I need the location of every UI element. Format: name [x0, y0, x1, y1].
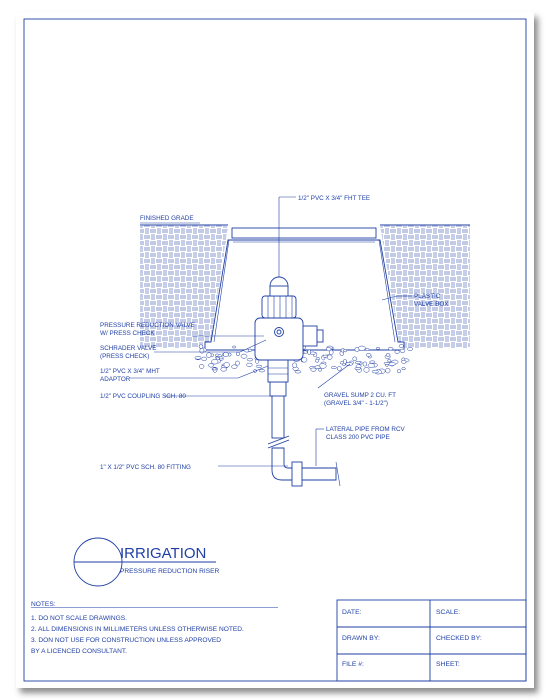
drawing-subtitle: PRESSURE REDUCTION RISER: [120, 568, 220, 575]
notes-section: [31, 601, 278, 655]
note-item: 1. DO NOT SCALE DRAWINGS.: [31, 615, 127, 622]
label-valve-box-1: PLASTIC: [414, 293, 441, 300]
tb-sheet: SHEET:: [436, 661, 460, 668]
label-pressure-valve-2: W/ PRESS CHECK: [100, 330, 155, 337]
label-lateral-1: LATERAL PIPE FROM RCV: [326, 426, 405, 433]
label-coupling: 1/2" PVC COUPLING SCH. 80: [100, 393, 186, 400]
note-item: BY A LICENCED CONSULTANT.: [31, 648, 127, 655]
title-block-table: [337, 600, 526, 681]
tb-date: DATE:: [342, 609, 362, 616]
label-adaptor-1: 1/2" PVC X 3/4" MHT: [100, 368, 160, 375]
label-pressure-valve-1: PRESSURE REDUCTION VALVE: [100, 322, 195, 329]
tb-file: FILE #:: [342, 661, 364, 668]
label-schrader-1: SCHRADER VALVE: [100, 345, 157, 352]
tb-drawn-by: DRAWN BY:: [342, 635, 380, 642]
drawing-title: IRRIGATION: [120, 545, 207, 562]
label-fitting: 1" X 1/2" PVC SCH. 80 FITTING: [100, 464, 191, 471]
label-finished-grade: FINISHED GRADE: [140, 215, 194, 222]
tb-checked-by: CHECKED BY:: [436, 635, 482, 642]
tb-scale: SCALE:: [436, 609, 461, 616]
label-valve-box-2: VALVE BOX: [414, 301, 449, 308]
note-item: 2. ALL DIMENSIONS IN MILLIMETERS UNLESS OTHERWISE NOTED.: [31, 626, 244, 633]
title-block-heading: [74, 538, 220, 586]
label-schrader-2: (PRESS CHECK): [100, 353, 150, 360]
label-gravel-2: (GRAVEL 3/4" - 1-1/2"): [324, 400, 388, 407]
label-gravel-1: GRAVEL SUMP 2 CU. FT: [324, 392, 396, 399]
label-tee: 1/2" PVC X 3/4" FHT TEE: [298, 195, 371, 202]
notes-heading: NOTES:: [31, 601, 56, 608]
note-item: 3. DON NOT USE FOR CONSTRUCTION UNLESS APPROVED: [31, 637, 222, 644]
label-lateral-2: CLASS 200 PVC PIPE: [326, 434, 390, 441]
label-adaptor-2: ADAPTOR: [100, 376, 131, 383]
